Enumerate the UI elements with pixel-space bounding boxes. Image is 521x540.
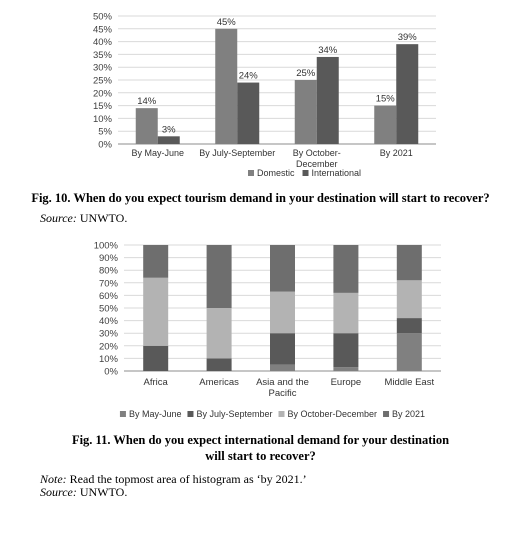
- bar-international-by-may-june: [158, 136, 180, 144]
- bar-international-by-2021: [396, 44, 418, 144]
- legend-swatch-by-july-september: [187, 411, 193, 417]
- legend: [120, 409, 425, 419]
- legend-label: By October-December: [287, 409, 378, 419]
- bar-international-by-october-december: [317, 57, 339, 144]
- data-label: 15%: [375, 93, 395, 105]
- y-tick-label: 100%: [93, 240, 118, 252]
- y-tick-label: 0%: [104, 366, 118, 378]
- source-value: UNWTO.: [79, 211, 128, 225]
- bar-domestic-by-october-december: [295, 80, 317, 144]
- bar-domestic-by-may-june: [136, 108, 158, 144]
- y-tick-label: 40%: [98, 316, 118, 328]
- data-label: 24%: [238, 70, 258, 82]
- stack-by-july-september-africa: [143, 346, 168, 371]
- figure11-source: [40, 486, 127, 499]
- stack-by-october-december-middle-east: [397, 280, 422, 318]
- source-label: Source:: [40, 211, 77, 225]
- y-tick-label: 5%: [98, 126, 112, 138]
- x-tick-label: Middle East: [384, 377, 435, 388]
- figure10-caption: Fig. 10. When do you expect tourism demand in your destination will start to recover?: [31, 191, 490, 205]
- legend-swatch-by-may-june: [120, 411, 126, 417]
- y-tick-label: 20%: [98, 341, 118, 353]
- y-tick-label: 10%: [98, 353, 118, 365]
- y-tick-label: 35%: [92, 49, 112, 61]
- data-label: 39%: [397, 32, 417, 44]
- figure10-source: [40, 212, 127, 225]
- legend-label: Domestic: [257, 168, 295, 178]
- y-tick-label: 25%: [92, 75, 112, 87]
- x-tick-label: Americas: [199, 377, 239, 388]
- chart-international-recovery-by-region: [0, 232, 521, 426]
- x-tick-label: Pacific: [268, 388, 297, 399]
- chart-recovery-by-market: [0, 0, 521, 186]
- stack-by-may-june-middle-east: [397, 333, 422, 371]
- stack-by-2021-africa: [143, 245, 168, 278]
- y-tick-label: 60%: [98, 290, 118, 302]
- y-tick-label: 10%: [92, 113, 112, 125]
- stack-by-october-december-africa: [143, 278, 168, 346]
- figure11-caption-line1: Fig. 11. When do you expect international demand for your destination: [71, 433, 450, 447]
- y-tick-label: 30%: [98, 328, 118, 340]
- y-tick-label: 0%: [98, 139, 112, 151]
- data-label: 14%: [137, 96, 157, 108]
- legend-label: By July-September: [196, 409, 273, 419]
- x-tick-label: By October-: [292, 148, 341, 158]
- x-tick-label: Africa: [143, 377, 168, 388]
- data-label: 45%: [216, 16, 236, 28]
- stack-by-july-september-middle-east: [397, 318, 422, 333]
- stack-by-july-september-americas: [207, 358, 232, 371]
- x-tick-label: By 2021: [379, 148, 413, 158]
- data-label: 3%: [161, 124, 176, 136]
- y-tick-label: 45%: [92, 24, 112, 36]
- stack-by-2021-middle-east: [397, 245, 422, 280]
- note-value: Read the topmost area of histogram as ‘by 2021.’: [69, 472, 307, 486]
- y-tick-label: 30%: [92, 62, 112, 74]
- y-tick-label: 80%: [98, 265, 118, 277]
- legend-swatch-by-2021: [383, 411, 389, 417]
- stack-by-2021-americas: [207, 245, 232, 308]
- legend-label: By 2021: [392, 409, 426, 419]
- stack-by-july-september-europe: [333, 333, 358, 367]
- bar-domestic-by-2021: [374, 106, 396, 144]
- y-tick-label: 40%: [92, 37, 112, 49]
- y-tick-label: 50%: [98, 303, 118, 315]
- legend-swatch-international: [303, 170, 309, 176]
- y-tick-label: 50%: [92, 11, 112, 23]
- x-tick-label: Europe: [330, 377, 362, 388]
- stack-by-october-december-americas: [207, 308, 232, 358]
- x-tick-label: December: [295, 159, 338, 169]
- stack-by-october-december-europe: [333, 293, 358, 333]
- x-tick-label: By May-June: [131, 148, 185, 158]
- y-tick-label: 70%: [98, 278, 118, 290]
- y-tick-label: 20%: [92, 88, 112, 100]
- note-label: Note:: [40, 472, 67, 486]
- source-value: UNWTO.: [79, 485, 128, 499]
- legend-swatch-domestic: [248, 170, 254, 176]
- stack-by-october-december-asia-and-the-pacific: [270, 292, 295, 334]
- stack-by-2021-europe: [333, 245, 358, 293]
- stack-by-may-june-europe: [333, 367, 358, 371]
- figure11-caption-line2: will start to recover?: [205, 449, 316, 463]
- legend-label: By May-June: [128, 409, 182, 419]
- stack-by-may-june-asia-and-the-pacific: [270, 365, 295, 371]
- y-tick-label: 90%: [98, 253, 118, 265]
- data-label: 25%: [296, 68, 316, 79]
- stack-by-2021-asia-and-the-pacific: [270, 245, 295, 292]
- bar-domestic-by-july-september: [215, 29, 237, 144]
- y-tick-label: 15%: [92, 101, 112, 113]
- source-label: Source:: [40, 485, 77, 499]
- stack-by-july-september-asia-and-the-pacific: [270, 333, 295, 365]
- legend-swatch-by-october-december: [279, 411, 285, 417]
- legend-label: International: [311, 168, 362, 178]
- x-tick-label: Asia and the: [256, 377, 309, 388]
- data-label: 34%: [318, 44, 338, 56]
- bar-international-by-july-september: [237, 83, 259, 144]
- x-tick-label: By July-September: [199, 148, 276, 158]
